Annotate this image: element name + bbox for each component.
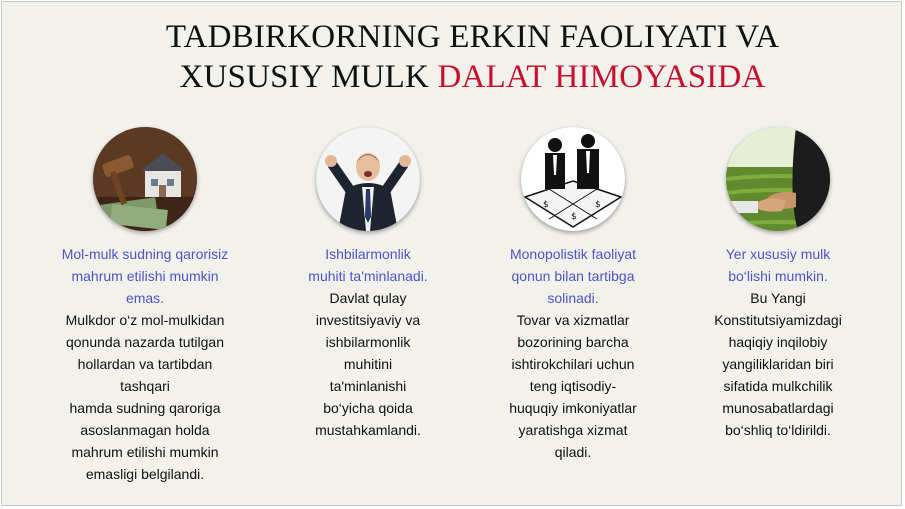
celebrating-businessman-photo [316, 127, 420, 231]
slide-title-line1 [22, 17, 905, 57]
column-3-body: Tovar va xizmatlar bozorining barcha ishtirokchilari uchun teng iqtisodiy- huquqiy imkoniyatlar yaratishga xizmat qiladi. [509, 312, 637, 460]
slide [1, 1, 902, 506]
title-line1-text: TADBIRKORNING ERKIN FAOLIYATI VA [165, 19, 780, 55]
column-4-highlight: Yer xususiy mulk bo‘lishi mumkin. [725, 246, 831, 284]
column-property-protection [45, 127, 245, 485]
column-monopoly-regulation [473, 127, 673, 463]
column-4-body: Bu Yangi Konstitutsiyamizdagi haqiqiy inqilobiy yangiliklaridan biri sifatida mulkchilik munosabatlardagi bo‘shliq to‘ldirildi. [714, 290, 842, 438]
column-1-highlight: Mol-mulk sudning qarorisiz mahrum etilishi mumkin emas. [61, 246, 229, 306]
title-line2-text: XUSUSIY MULK [179, 59, 438, 95]
slide-title-line2 [22, 57, 905, 97]
monopoly-board-businessmen-photo [521, 127, 625, 231]
column-land-ownership [678, 127, 878, 441]
svg-text:$: $ [571, 212, 577, 222]
title-line2-accent: DALAT HIMOYASIDA [437, 59, 766, 95]
gavel-house-money-photo [93, 127, 197, 231]
handshake-field-photo [726, 127, 830, 231]
column-2-highlight: Ishbilarmonlik muhiti ta'minlanadi. [308, 246, 428, 284]
column-1-body: Mulkdor o‘z mol-mulkidan qonunda nazarda tutilgan hollardan va tartibdan tashqari hamda sudning qaroriga asoslanmagan holda mahrum etilishi mumkin emasligi belgilandi. [65, 312, 225, 482]
column-2-body: Davlat qulay investitsiyaviy va ishbilarmonlik muhitini ta'minlanishi bo‘yicha qoida mustahkamlandi. [315, 290, 421, 438]
svg-text:$: $ [543, 200, 549, 210]
column-business-environment [268, 127, 468, 441]
column-3-highlight: Monopolistik faoliyat qonun bilan tartibga solinadi. [509, 246, 637, 306]
svg-text:$: $ [595, 200, 601, 210]
